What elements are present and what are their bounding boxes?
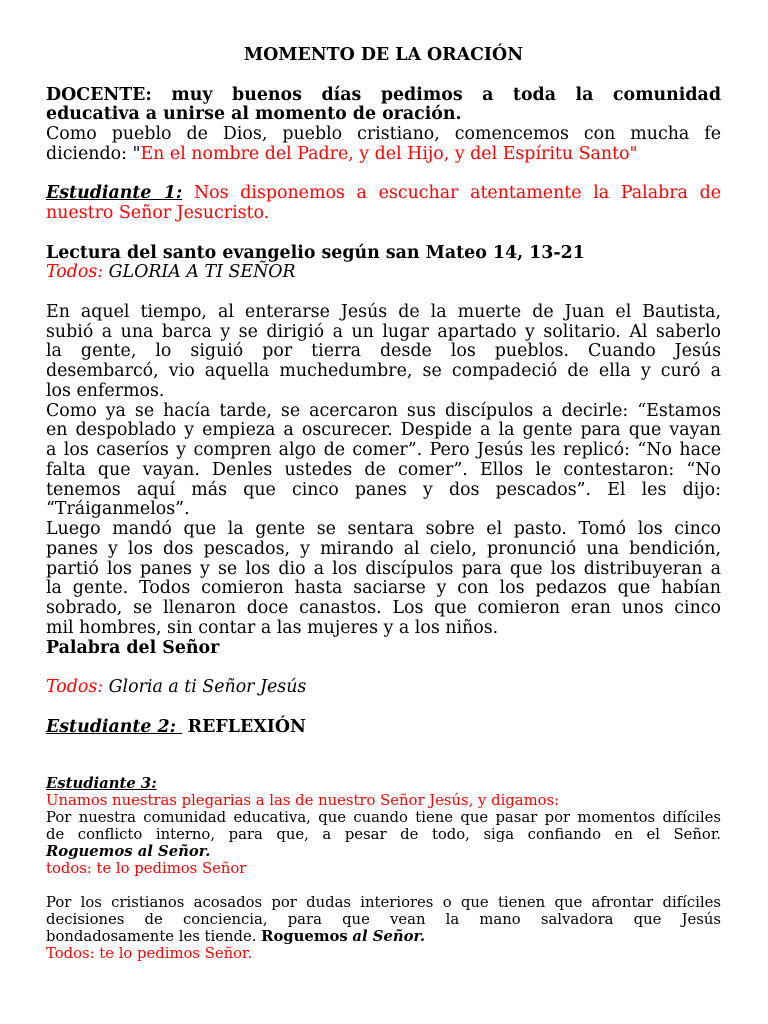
estudiante-1-block xyxy=(46,184,721,224)
speaker-label: Estudiante 3: xyxy=(46,775,157,792)
petition-line: Por nuestra comunidad educativa, que cuando tiene que pasar por momentos difíciles xyxy=(46,809,721,826)
gospel-line: tenemos aquí más que cinco panes y dos pescados”. El les dijo: xyxy=(46,479,721,500)
document-title: MOMENTO DE LA ORACIÓN xyxy=(243,45,524,65)
gospel-line: Luego mandó que la gente se sentara sobre el pasto. Tomó los cinco xyxy=(46,519,721,539)
estudiante-1-line xyxy=(46,184,721,204)
gospel-line: sobrado, se llenaron doce canastos. Los que comieron eran unos cinco xyxy=(46,598,721,618)
blank-line xyxy=(46,758,721,775)
estudiante-1-text: nuestro Señor Jesucristo. xyxy=(46,203,270,223)
docente-line: educativa a unirse al momento de oración. xyxy=(46,104,462,125)
document-page xyxy=(46,46,721,962)
gospel-line: en despoblado y empieza a oscurecer. Despide a la gente para que vayan xyxy=(46,420,721,441)
estudiante-3-line xyxy=(46,775,721,792)
gospel-paragraph xyxy=(46,303,721,402)
speaker-todos: Todos: xyxy=(46,262,104,283)
blank-line xyxy=(46,658,721,678)
reflection-heading: REFLEXIÓN xyxy=(187,716,306,737)
gospel-line: En aquel tiempo, al enterarse Jesús de la muerte de Juan el Bautista, xyxy=(46,301,721,322)
gospel-paragraph xyxy=(46,520,721,639)
speaker-label: Estudiante 2: xyxy=(46,716,177,737)
blank-line xyxy=(46,165,721,185)
petition-line: decisiones de conciencia, para que vean la mano salvadora que Jesús xyxy=(46,911,721,928)
gospel-line: subió a una barca y se dirigió a un lugar apartado y solitario. Al saberlo xyxy=(46,321,721,342)
gospel-line: Como ya se hacía tarde, se acercaron sus discípulos a decirle: “Estamos xyxy=(46,400,721,421)
blank-line xyxy=(46,737,721,757)
prayers-intro: Unamos nuestras plegarias a las de nuestro Señor Jesús, y digamos: xyxy=(46,792,560,809)
petition-response: todos: te lo pedimos Señor xyxy=(46,860,247,877)
sign-of-the-cross-text: En el nombre del Padre, y del Hijo, y del Espíritu Santo" xyxy=(140,143,638,164)
petition-invocation-verb: Roguemos xyxy=(261,928,348,945)
estudiante-2-line xyxy=(46,718,721,738)
invitation-paragraph xyxy=(46,125,721,165)
invitation-line xyxy=(46,145,721,165)
gospel-line: los enfermos. xyxy=(46,380,165,401)
docente-greeting xyxy=(46,86,721,126)
gospel-line: falta que vayan. Denles ustedes de comer”. Ellos le contestaron: “No xyxy=(46,459,721,480)
speaker-label: Estudiante 1: xyxy=(46,183,183,204)
gospel-line: mil hombres, sin contar a las mujeres y a los niños. xyxy=(46,617,499,638)
prayers-section xyxy=(46,757,721,962)
petition-line xyxy=(46,928,721,945)
petition-line: de conflicto interno, para que, a pesar de todo, siga confiando en el Señor. xyxy=(46,826,721,843)
gospel-line: la gente, lo siguió por tierra desde los pueblos. Cuando Jesús xyxy=(46,341,721,362)
petition-invocation: Roguemos al Señor. xyxy=(46,843,211,860)
gospel-reading-heading: Lectura del santo evangelio según san Mateo 14, 13-21 xyxy=(46,242,585,263)
gospel-closing: Palabra del Señor xyxy=(46,637,220,658)
docente-line: DOCENTE: muy buenos días pedimos a toda la comunidad xyxy=(46,84,721,105)
invitation-line: Como pueblo de Dios, pueblo cristiano, comencemos con mucha fe xyxy=(46,124,721,144)
gospel-line: desembarcó, vio aquella muchedumbre, se compadeció de ella y curó a xyxy=(46,361,721,381)
gospel-line: partió los panes y se los dio a los discípulos para que los distribuyeran a xyxy=(46,558,721,579)
petition xyxy=(46,809,721,877)
petition-response: Todos: te lo pedimos Señor. xyxy=(46,945,253,962)
gospel-response-line xyxy=(46,263,721,283)
petition xyxy=(46,894,721,962)
gospel-line: a los caseríos y compren algo de comer”. Pero Jesús les replicó: “No hace xyxy=(46,440,721,460)
blank-line xyxy=(46,877,721,894)
gospel-line: “Tráiganmelos”. xyxy=(46,499,190,520)
gospel-line: panes y los dos pescados, y mirando al cielo, pronunció una bendición, xyxy=(46,538,721,559)
estudiante-1-text: Nos disponemos a escuchar atentamente la Palabra de xyxy=(193,183,722,204)
blank-line xyxy=(46,283,721,303)
invitation-lead-in: diciendo: " xyxy=(46,143,141,164)
petition-line: Por los cristianos acosados por dudas interiores o que tienen que afrontar difíciles xyxy=(46,894,721,911)
gospel-line: la gente. Todos comieron hasta saciarse y con los pedazos que habían xyxy=(46,578,721,599)
gospel-response: GLORIA A TI SEÑOR xyxy=(108,262,296,283)
gospel-paragraph xyxy=(46,402,721,521)
blank-line xyxy=(46,698,721,718)
petition-invocation-rest: al Señor. xyxy=(352,928,426,945)
acclamation-line xyxy=(46,678,721,698)
speaker-todos: Todos: xyxy=(46,677,104,697)
acclamation-response: Gloria a ti Señor Jesús xyxy=(108,677,307,697)
blank-line xyxy=(46,224,721,244)
blank-line xyxy=(46,66,721,86)
petition-text: bondadosamente les tiende. xyxy=(46,928,257,945)
